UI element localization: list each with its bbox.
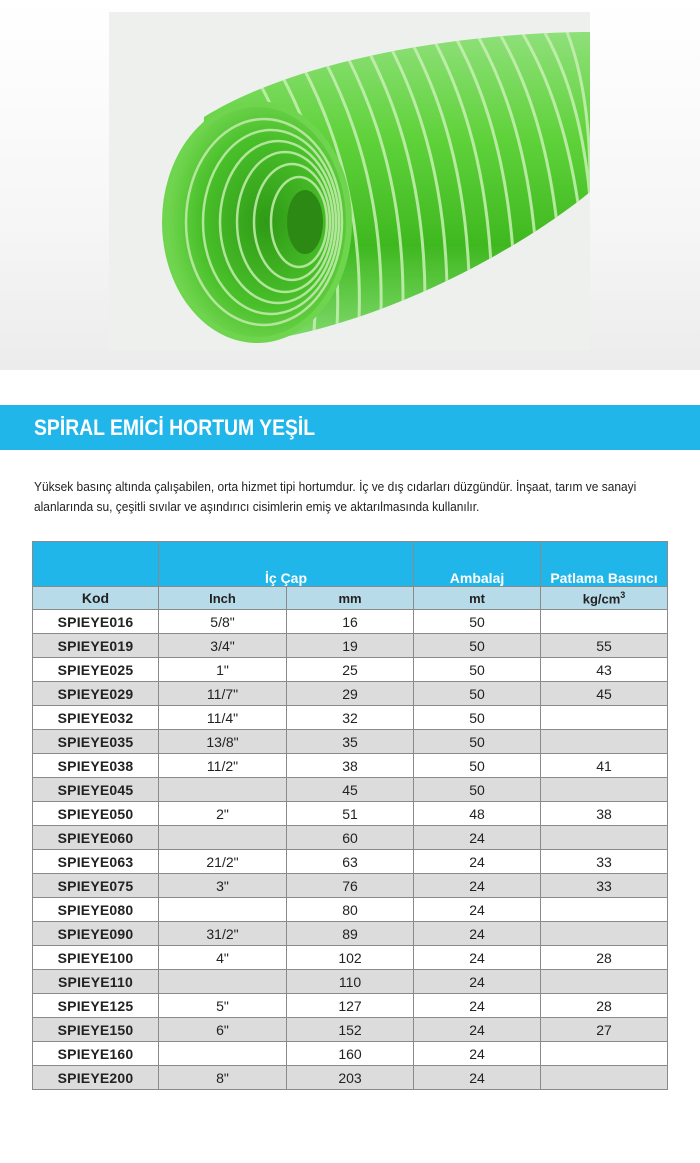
code-cell: SPIEYE025 — [33, 658, 159, 682]
inch-cell — [159, 898, 287, 922]
mm-cell: 152 — [287, 1018, 414, 1042]
header-unit — [541, 587, 668, 610]
table-row — [33, 730, 668, 754]
table-row — [33, 610, 668, 634]
table-header-row-sub — [33, 587, 668, 610]
header-kod: Kod — [33, 587, 159, 610]
unit-exponent: 3 — [620, 589, 626, 600]
mm-cell: 203 — [287, 1066, 414, 1090]
inch-cell: 11/2" — [159, 754, 287, 778]
inch-cell: 6" — [159, 1018, 287, 1042]
mt-cell: 50 — [414, 706, 541, 730]
code-cell: SPIEYE160 — [33, 1042, 159, 1066]
mt-cell: 50 — [414, 634, 541, 658]
patlama-cell — [541, 922, 668, 946]
code-cell: SPIEYE060 — [33, 826, 159, 850]
inch-cell: 21/2" — [159, 850, 287, 874]
patlama-cell — [541, 778, 668, 802]
mt-cell: 50 — [414, 682, 541, 706]
mm-cell: 38 — [287, 754, 414, 778]
code-cell: SPIEYE150 — [33, 1018, 159, 1042]
code-cell: SPIEYE032 — [33, 706, 159, 730]
code-cell: SPIEYE100 — [33, 946, 159, 970]
patlama-cell — [541, 970, 668, 994]
mt-cell: 24 — [414, 826, 541, 850]
mm-cell: 63 — [287, 850, 414, 874]
table-row — [33, 898, 668, 922]
patlama-cell — [541, 826, 668, 850]
header-inch: Inch — [159, 587, 287, 610]
table-row — [33, 946, 668, 970]
mm-cell: 51 — [287, 802, 414, 826]
mm-cell: 35 — [287, 730, 414, 754]
patlama-cell — [541, 730, 668, 754]
code-cell: SPIEYE200 — [33, 1066, 159, 1090]
patlama-cell: 33 — [541, 850, 668, 874]
code-cell: SPIEYE019 — [33, 634, 159, 658]
mm-cell: 16 — [287, 610, 414, 634]
table-body — [33, 610, 668, 1090]
table-row — [33, 994, 668, 1018]
table-row — [33, 874, 668, 898]
inch-cell — [159, 970, 287, 994]
inch-cell: 11/7" — [159, 682, 287, 706]
patlama-cell: 55 — [541, 634, 668, 658]
code-cell: SPIEYE110 — [33, 970, 159, 994]
table-row — [33, 634, 668, 658]
patlama-cell — [541, 706, 668, 730]
unit-base: kg/cm — [582, 591, 621, 607]
mm-cell: 19 — [287, 634, 414, 658]
mt-cell: 50 — [414, 754, 541, 778]
mm-cell: 32 — [287, 706, 414, 730]
header-patlama: Patlama Basıncı — [541, 542, 668, 587]
mm-cell: 110 — [287, 970, 414, 994]
table-row — [33, 706, 668, 730]
mm-cell: 45 — [287, 778, 414, 802]
mt-cell: 24 — [414, 970, 541, 994]
table-row — [33, 826, 668, 850]
mt-cell: 50 — [414, 610, 541, 634]
mt-cell: 50 — [414, 778, 541, 802]
inch-cell: 31/2" — [159, 922, 287, 946]
mt-cell: 24 — [414, 922, 541, 946]
table-row — [33, 850, 668, 874]
code-cell: SPIEYE045 — [33, 778, 159, 802]
inch-cell: 2" — [159, 802, 287, 826]
patlama-cell — [541, 610, 668, 634]
mm-cell: 127 — [287, 994, 414, 1018]
patlama-cell: 28 — [541, 946, 668, 970]
mt-cell: 24 — [414, 946, 541, 970]
mt-cell: 48 — [414, 802, 541, 826]
patlama-cell: 28 — [541, 994, 668, 1018]
mt-cell: 24 — [414, 898, 541, 922]
patlama-cell: 45 — [541, 682, 668, 706]
patlama-cell: 41 — [541, 754, 668, 778]
code-cell: SPIEYE125 — [33, 994, 159, 1018]
table-row — [33, 922, 668, 946]
code-cell: SPIEYE075 — [33, 874, 159, 898]
inch-cell: 5/8" — [159, 610, 287, 634]
mt-cell: 24 — [414, 850, 541, 874]
table-row — [33, 802, 668, 826]
code-cell: SPIEYE090 — [33, 922, 159, 946]
table-row — [33, 682, 668, 706]
code-cell: SPIEYE038 — [33, 754, 159, 778]
header-mm: mm — [287, 587, 414, 610]
inch-cell: 5" — [159, 994, 287, 1018]
header-mt: mt — [414, 587, 541, 610]
patlama-cell: 27 — [541, 1018, 668, 1042]
product-description: Yüksek basınç altında çalışabilen, orta hizmet tipi hortumdur. İç ve dış cıdarları düzgündür. İnşaat, tarım ve sanayi alanlarında su, çeşitli sıvılar ve aşındırıcı cisimlerin emiş ve aktarılmasında kullanılır. — [34, 479, 637, 514]
spec-table — [32, 541, 668, 1090]
code-cell: SPIEYE080 — [33, 898, 159, 922]
patlama-cell: 33 — [541, 874, 668, 898]
mm-cell: 89 — [287, 922, 414, 946]
code-cell: SPIEYE016 — [33, 610, 159, 634]
header-blank — [33, 542, 159, 587]
mm-cell: 102 — [287, 946, 414, 970]
mm-cell: 60 — [287, 826, 414, 850]
code-cell: SPIEYE029 — [33, 682, 159, 706]
patlama-cell: 38 — [541, 802, 668, 826]
inch-cell — [159, 1042, 287, 1066]
inch-cell: 13/8" — [159, 730, 287, 754]
mt-cell: 24 — [414, 1066, 541, 1090]
mt-cell: 50 — [414, 730, 541, 754]
table-row — [33, 658, 668, 682]
mt-cell: 24 — [414, 874, 541, 898]
table-row — [33, 1066, 668, 1090]
inch-cell: 3" — [159, 874, 287, 898]
product-title: SPİRAL EMİCİ HORTUM YEŞİL — [34, 415, 316, 440]
mm-cell: 29 — [287, 682, 414, 706]
inch-cell — [159, 826, 287, 850]
mm-cell: 160 — [287, 1042, 414, 1066]
mt-cell: 24 — [414, 1042, 541, 1066]
mm-cell: 76 — [287, 874, 414, 898]
product-photo — [109, 12, 590, 350]
code-cell: SPIEYE050 — [33, 802, 159, 826]
mt-cell: 24 — [414, 994, 541, 1018]
mm-cell: 80 — [287, 898, 414, 922]
table-row — [33, 970, 668, 994]
table-row — [33, 1018, 668, 1042]
inch-cell: 4" — [159, 946, 287, 970]
table-row — [33, 778, 668, 802]
patlama-cell — [541, 1042, 668, 1066]
table-row — [33, 1042, 668, 1066]
patlama-cell: 43 — [541, 658, 668, 682]
inch-cell — [159, 778, 287, 802]
code-cell: SPIEYE063 — [33, 850, 159, 874]
product-title-bar — [0, 405, 700, 450]
table-row — [33, 754, 668, 778]
header-ic-cap: İç Çap — [159, 542, 414, 587]
patlama-cell — [541, 898, 668, 922]
inch-cell: 8" — [159, 1066, 287, 1090]
code-cell: SPIEYE035 — [33, 730, 159, 754]
mt-cell: 50 — [414, 658, 541, 682]
mm-cell: 25 — [287, 658, 414, 682]
table-header-row-top — [33, 542, 668, 587]
header-ambalaj: Ambalaj — [414, 542, 541, 587]
inch-cell: 1" — [159, 658, 287, 682]
inch-cell: 11/4" — [159, 706, 287, 730]
patlama-cell — [541, 1066, 668, 1090]
green-spiral-hose-image — [109, 12, 590, 350]
mt-cell: 24 — [414, 1018, 541, 1042]
inch-cell: 3/4" — [159, 634, 287, 658]
